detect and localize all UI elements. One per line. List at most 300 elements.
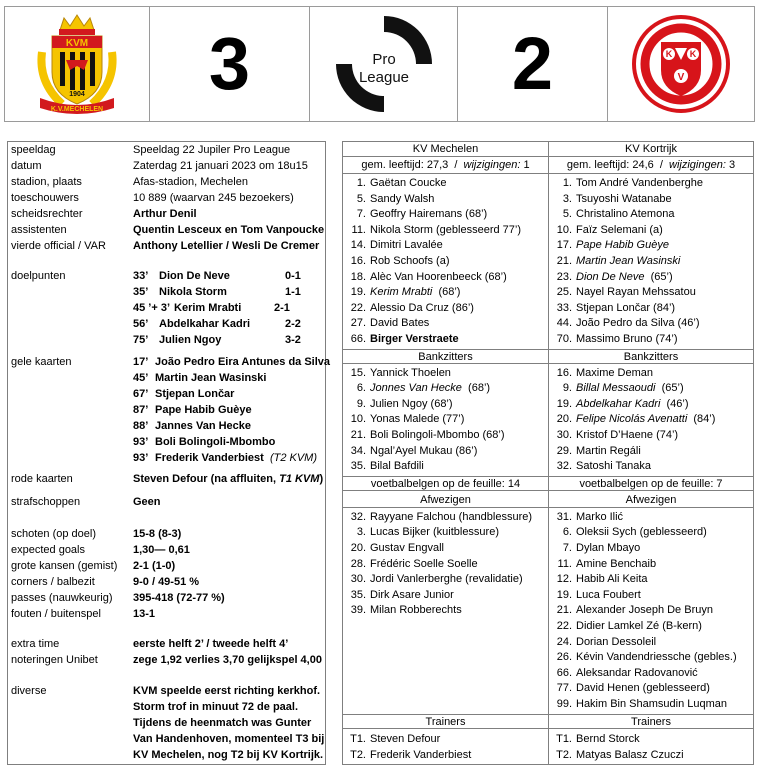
shirt-number: 21. (350, 429, 366, 441)
starter-row (343, 316, 548, 331)
changes-value: 3 (725, 159, 736, 171)
info-row-speeldag (11, 143, 323, 158)
shirt-number: 11. (351, 223, 366, 236)
shirt-number: 3. (562, 192, 572, 205)
absent-row (549, 525, 753, 540)
home-score: 3 (208, 22, 251, 105)
svg-text:1904: 1904 (69, 91, 85, 98)
info-row-rode-kaarten (11, 472, 323, 487)
player-name: Milan Robberechts (370, 604, 462, 617)
changes-label: wijzigingen: (463, 159, 521, 171)
stat-label: schoten (op doel) (11, 528, 96, 540)
shirt-number: 23. (556, 270, 572, 283)
shirt-number: 15. (350, 366, 366, 379)
info-value: Afas-stadion, Mechelen (133, 176, 248, 188)
info-label: gele kaarten (11, 356, 72, 368)
pro-league-logo-icon (334, 14, 434, 114)
shirt-number: 21. (556, 604, 572, 617)
goal-row (11, 333, 323, 348)
shirt-number: 27. (350, 317, 366, 330)
team-summary (343, 158, 548, 174)
info-label: noteringen Unibet (11, 654, 98, 666)
starter-row (343, 238, 548, 253)
absent-row (549, 650, 753, 665)
trainers-header: Trainers (343, 714, 548, 729)
yellow-card-minute: 45’ (133, 372, 149, 384)
shirt-number: 1. (356, 177, 366, 189)
player-name: Rob Schoofs (a) (370, 255, 450, 267)
starter-row (549, 192, 753, 207)
info-row-vierde-official (11, 239, 323, 254)
info-label (11, 333, 133, 348)
yellow-card-minute: 88’ (133, 420, 149, 432)
yellow-card-minute: 17’ (133, 356, 149, 368)
shirt-number: 19. (556, 397, 572, 410)
starter-row (549, 301, 753, 316)
shirt-number: 31. (556, 510, 572, 523)
starter-row (343, 332, 548, 347)
bench-row (549, 428, 753, 443)
shirt-number: 30. (350, 573, 366, 586)
spacer (11, 748, 133, 763)
stat-row (11, 543, 323, 558)
player-name: Didier Lamkel Zé (B-kern) (576, 620, 702, 632)
yellow-card-minute: 67’ (133, 388, 149, 400)
shirt-number: 21. (556, 255, 572, 267)
shirt-number: 25. (556, 286, 572, 299)
away-crest-k2: K (689, 49, 697, 59)
yellow-card-player: Stjepan Lončar (155, 388, 235, 400)
trainer-role: T2. (350, 749, 366, 761)
shirt-number: 10. (350, 413, 366, 426)
stat-label: passes (nauwkeurig) (11, 592, 113, 604)
shirt-number: 10. (556, 223, 572, 236)
absent-row (343, 572, 548, 587)
absent-row (343, 510, 548, 525)
goal-score: 1-1 (285, 286, 301, 298)
shirt-number: 70. (556, 333, 572, 345)
info-value: Anthony Letellier / Wesli De Cremer (133, 240, 320, 252)
shirt-number: 28. (350, 557, 366, 570)
yellow-card-note: (T2 KVM) (263, 452, 317, 464)
shirt-number: 20. (350, 542, 366, 554)
sheet-count: voetbalbelgen op de feuille: 14 (343, 476, 548, 491)
shirt-number: 35. (350, 460, 366, 473)
stat-value: 395-418 (72-77 %) (133, 592, 225, 604)
info-label: toeschouwers (11, 192, 79, 204)
stat-label: grote kansen (gemist) (11, 560, 118, 572)
yellow-card-player: João Pedro Eira Antunes da Silva (155, 356, 331, 368)
shirt-number: 20. (556, 413, 572, 426)
starter-row (343, 254, 548, 269)
diverse-line (11, 748, 323, 763)
absent-row (549, 510, 753, 525)
league-logo-text-1: Pro (371, 51, 396, 68)
age-label: gem. leeftijd: (566, 159, 633, 171)
league-logo-text-2: League (358, 69, 409, 86)
diverse-text: Tijdens de heenmatch was Gunter (133, 717, 312, 729)
shirt-number: 5. (562, 208, 572, 221)
player-name: Tsuyoshi Watanabe (576, 192, 672, 205)
player-name: Satoshi Tanaka (576, 460, 652, 473)
sub-minute: (84’) (687, 413, 716, 426)
age-value: 24,6 (632, 159, 654, 171)
yellow-card-row (11, 387, 323, 402)
shirt-number: 11. (557, 557, 572, 570)
trainer-role: T2. (556, 749, 572, 761)
goal-scorer: Julien Ngoy (159, 334, 222, 346)
home-crest-cell (5, 7, 150, 121)
goal-minute: 45 ’+ 3’ (133, 302, 171, 314)
info-label (11, 435, 133, 450)
player-name: Alexander Joseph De Bruyn (576, 604, 713, 617)
yellow-card-minute: 93’ (133, 436, 149, 448)
starter-row (549, 223, 753, 238)
shirt-number: 17. (556, 239, 572, 252)
stat-label: expected goals (11, 544, 85, 556)
player-name: Alessio Da Cruz (86’) (370, 301, 474, 314)
player-name: Alèc Van Hoorenbeeck (68’) (370, 270, 507, 283)
shirt-number: 19. (350, 286, 366, 299)
shirt-number: 22. (350, 301, 366, 314)
shirt-number: 9. (356, 397, 366, 410)
yellow-card-value (133, 387, 323, 402)
info-label (11, 451, 133, 466)
shirt-number: 39. (350, 604, 366, 617)
player-name: Aleksandar Radovanović (576, 666, 698, 679)
trainer-name: Bernd Storck (576, 733, 640, 745)
goal-value (133, 333, 323, 348)
shirt-number: 16. (350, 255, 366, 267)
bench-row (343, 444, 548, 459)
home-score-cell (150, 7, 310, 121)
player-name: Billal Messaoudi (576, 382, 656, 395)
stat-row (11, 607, 323, 622)
stat-row (11, 591, 323, 606)
away-crest-k1: K (665, 49, 673, 59)
spacer (11, 684, 133, 699)
bench-row (549, 366, 753, 381)
stat-row (11, 559, 323, 574)
kv-mechelen-crest-icon (32, 12, 122, 116)
bench-header: Bankzitters (343, 349, 548, 364)
player-name: Nayel Rayan Mehssatou (576, 286, 696, 299)
team-name: KV Kortrijk (549, 142, 753, 157)
shirt-number: 99. (556, 698, 572, 710)
diverse-text: Van Handenhoven, momenteel T3 bij (133, 733, 325, 745)
yellow-card-value (133, 451, 323, 466)
info-value (133, 472, 323, 487)
info-value: eerste helft 2’ / tweede helft 4’ (133, 638, 289, 650)
info-label (11, 317, 133, 332)
shirt-number: 6. (356, 382, 366, 395)
player-name: Massimo Bruno (74’) (576, 333, 678, 345)
goal-value (133, 317, 323, 332)
absent-row (549, 572, 753, 587)
stat-value: 1,30— 0,61 (133, 544, 190, 556)
stat-value: 15-8 (8-3) (133, 528, 182, 540)
stat-row (11, 575, 323, 590)
info-label: strafschoppen (11, 496, 81, 508)
player-name: Dimitri Lavalée (370, 239, 443, 252)
player-name: David Henen (geblesseerd) (576, 682, 710, 695)
svg-text:KVM: KVM (65, 38, 89, 49)
player-name: Lucas Bijker (kuitblessure) (370, 526, 499, 539)
absent-row (549, 666, 753, 681)
yellow-card-row (11, 403, 323, 418)
spacer (11, 732, 133, 747)
shirt-number: 12. (556, 573, 572, 586)
info-row-stadion (11, 175, 323, 190)
player-name: David Bates (370, 317, 430, 330)
info-label: stadion, plaats (11, 176, 82, 188)
info-label: datum (11, 160, 42, 172)
player-name: Kévin Vandendriessche (gebles.) (576, 651, 737, 664)
goal-score: 2-2 (285, 318, 301, 330)
yellow-card-row (11, 371, 323, 386)
sub-minute: (46’) (660, 397, 689, 410)
red-card-text: Steven Defour (na affluiten, (133, 473, 277, 485)
absent-row (343, 541, 548, 556)
trainer-row (549, 732, 753, 747)
away-team-column (549, 142, 753, 764)
sep: / (448, 159, 464, 171)
shirt-number: 6. (562, 526, 572, 539)
player-name: Martin Jean Wasinski (576, 255, 681, 267)
goal-scorer: Dion De Neve (159, 270, 230, 282)
info-label (11, 403, 133, 418)
player-name: Ngal’Ayel Mukau (86’) (370, 444, 478, 457)
starter-row (549, 207, 753, 222)
starter-row (343, 301, 548, 316)
player-name: Hakim Bin Shamsudin Luqman (576, 698, 728, 710)
player-name: João Pedro da Silva (46’) (576, 317, 700, 330)
player-name: Yonas Malede (77’) (370, 413, 465, 426)
yellow-card-minute: 87’ (133, 404, 149, 416)
age-value: 27,3 (426, 159, 449, 171)
diverse-line (11, 716, 323, 731)
info-label (11, 371, 133, 386)
shirt-number: 24. (556, 635, 572, 648)
info-value: Geen (133, 496, 161, 508)
info-row-toeschouwers (11, 191, 323, 206)
shirt-number: 30. (556, 429, 572, 441)
info-row-scheidsrechter (11, 207, 323, 222)
trainer-role: T1. (556, 733, 572, 745)
player-name: Frédéric Soelle Soelle (370, 557, 478, 570)
goal-row (11, 317, 323, 332)
trainer-row (343, 732, 548, 747)
player-name: Rayyane Falchou (handblessure) (370, 510, 533, 523)
goal-row (11, 301, 323, 316)
diverse-text: Storm trof in minuut 72 de paal. (133, 701, 299, 713)
info-label: extra time (11, 638, 60, 650)
stat-label: fouten / buitenspel (11, 608, 101, 620)
info-row-extra-time (11, 637, 323, 652)
info-value: Zaterdag 21 januari 2023 om 18u15 (133, 160, 308, 172)
player-name: Gaëtan Coucke (370, 177, 447, 189)
bench-row (343, 412, 548, 427)
sub-minute: (65’) (655, 382, 684, 395)
starter-row (343, 207, 548, 222)
red-card-end: ) (319, 473, 324, 485)
bench-row (343, 381, 548, 396)
yellow-card-player: Boli Bolingoli-Mbombo (155, 436, 276, 448)
goal-score: 0-1 (285, 270, 301, 282)
match-header (4, 6, 755, 122)
absent-row (343, 525, 548, 540)
goal-minute: 33’ (133, 270, 149, 282)
stat-label: corners / balbezit (11, 576, 95, 588)
info-value: 10 889 (waarvan 245 bezoekers) (133, 192, 294, 204)
goal-scorer: Nikola Storm (159, 286, 227, 298)
bench-row (549, 412, 753, 427)
diverse-text: KV Mechelen, nog T2 bij KV Kortrijk. (133, 749, 324, 761)
player-name: Tom André Vandenberghe (576, 177, 703, 189)
info-label: doelpunten (11, 270, 66, 282)
shirt-number: 5. (356, 192, 366, 205)
trainer-row (343, 748, 548, 763)
yellow-card-value (133, 419, 323, 434)
absent-row (343, 603, 548, 618)
shirt-number: 16. (556, 366, 572, 379)
starter-row (549, 316, 753, 331)
absent-row (343, 588, 548, 603)
absent-row (549, 588, 753, 603)
yellow-card-row (11, 451, 323, 466)
svg-text:K.V.MECHELEN: K.V.MECHELEN (50, 106, 104, 113)
shirt-number: 1. (562, 177, 572, 189)
goal-minute: 35’ (133, 286, 149, 298)
absent-row (549, 619, 753, 634)
diverse-text: KVM speelde eerst richting kerkhof. (133, 685, 321, 697)
trainer-role: T1. (350, 733, 366, 745)
team-name: KV Mechelen (343, 142, 548, 157)
shirt-number: 34. (350, 444, 366, 457)
player-name: Julien Ngoy (68’) (370, 397, 453, 410)
goal-row (11, 285, 323, 300)
yellow-card-player: Martin Jean Wasinski (155, 372, 267, 384)
player-name: Dylan Mbayo (576, 542, 641, 554)
shirt-number: 19. (556, 588, 572, 601)
starter-row (549, 176, 753, 191)
diverse-line (11, 684, 323, 699)
kv-kortrijk-crest-icon (631, 14, 731, 114)
shirt-number: 14. (350, 239, 366, 252)
sheet-count: voetbalbelgen op de feuille: 7 (549, 476, 753, 491)
absent-header: Afwezigen (343, 493, 548, 508)
age-label: gem. leeftijd: (361, 159, 427, 171)
away-score: 2 (511, 22, 554, 105)
absent-row (343, 557, 548, 572)
shirt-number: 32. (556, 460, 572, 473)
bench-row (549, 459, 753, 474)
info-value: Arthur Denil (133, 208, 197, 220)
goal-value (133, 301, 323, 316)
away-crest-v: V (677, 72, 685, 83)
player-name: Boli Bolingoli-Mbombo (68’) (370, 429, 505, 441)
player-name: Marko Ilić (576, 510, 624, 523)
bench-row (343, 459, 548, 474)
trainer-name: Steven Defour (370, 733, 441, 745)
player-name: Birger Verstraete (370, 333, 459, 345)
shirt-number: 66. (350, 333, 366, 345)
player-name: Dorian Dessoleil (576, 635, 657, 648)
shirt-number: 18. (350, 270, 366, 283)
shirt-number: 35. (350, 588, 366, 601)
shirt-number: 44. (556, 317, 572, 330)
bench-row (549, 381, 753, 396)
player-name: Pape Habib Guèye (576, 239, 669, 252)
shirt-number: 26. (556, 651, 572, 664)
bench-row (549, 397, 753, 412)
info-label: scheidsrechter (11, 208, 83, 220)
shirt-number: 66. (556, 666, 572, 679)
starter-row (549, 332, 753, 347)
bench-row (343, 366, 548, 381)
yellow-card-row (11, 419, 323, 434)
trainer-name: Frederik Vanderbiest (370, 749, 472, 761)
trainer-name: Matyas Balasz Czuczi (576, 749, 684, 761)
player-name: Geoffry Hairemans (68’) (370, 208, 488, 221)
team-summary (549, 158, 753, 174)
bench-header: Bankzitters (549, 349, 753, 364)
info-value: Quentin Lesceux en Tom Vanpoucke (133, 224, 325, 236)
stat-value: 2-1 (1-0) (133, 560, 176, 572)
player-name: Sandy Walsh (370, 192, 435, 205)
starter-row (343, 223, 548, 238)
player-name: Felipe Nicolás Avenatti (576, 413, 688, 426)
info-row-assistenten (11, 223, 323, 238)
info-value: Speeldag 22 Jupiler Pro League (133, 144, 291, 156)
away-crest-cell (608, 7, 754, 121)
yellow-card-player: Pape Habib Guèye (155, 404, 252, 416)
info-label: rode kaarten (11, 473, 73, 485)
absent-row (549, 541, 753, 556)
player-name: Jordi Vanlerberghe (revalidatie) (370, 573, 523, 586)
sub-minute: (68’) (432, 286, 461, 299)
trainers-header: Trainers (549, 714, 753, 729)
starter-row (549, 254, 753, 269)
goal-minute: 56’ (133, 318, 149, 330)
diverse-line (11, 732, 323, 747)
info-label: diverse (11, 685, 47, 697)
shirt-number: 32. (350, 510, 366, 523)
stat-row (11, 527, 323, 542)
starter-row (549, 285, 753, 300)
absent-row (549, 603, 753, 618)
goal-row (11, 269, 323, 284)
shirt-number: 7. (562, 542, 572, 554)
stat-value: 13-1 (133, 608, 156, 620)
yellow-card-row (11, 435, 323, 450)
player-name: Maxime Deman (576, 366, 654, 379)
absent-header: Afwezigen (549, 493, 753, 508)
home-team-column (343, 142, 549, 764)
yellow-card-minute: 93’ (133, 452, 149, 464)
info-label (11, 419, 133, 434)
yellow-card-value (133, 355, 330, 370)
player-name: Jonnes Van Hecke (370, 382, 462, 395)
player-name: Gustav Engvall (370, 542, 444, 554)
yellow-card-value (133, 435, 323, 450)
info-row-datum (11, 159, 323, 174)
bench-row (343, 428, 548, 443)
goal-score: 2-1 (274, 302, 290, 314)
lineups-panel (342, 141, 754, 765)
player-name: Dion De Neve (576, 270, 645, 283)
yellow-card-value (133, 403, 323, 418)
